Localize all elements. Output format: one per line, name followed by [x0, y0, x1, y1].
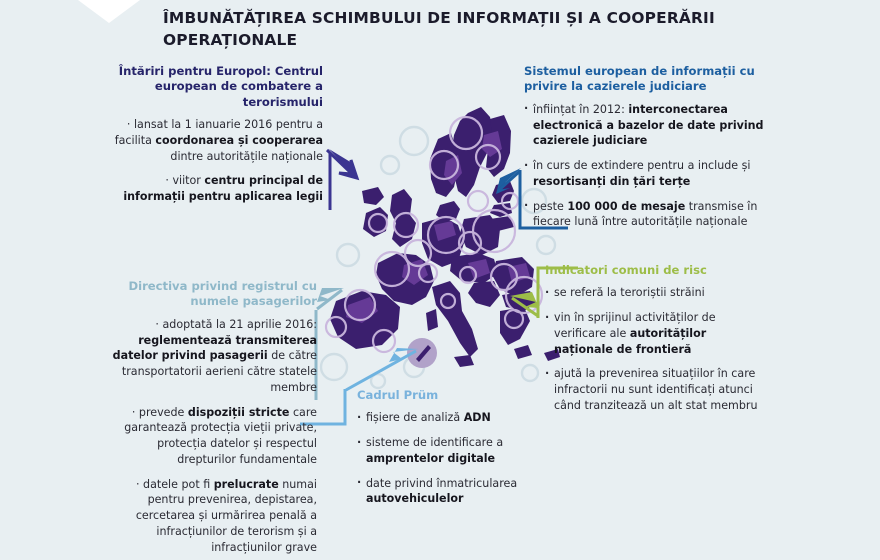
- block-europol-list: [108, 117, 323, 205]
- emphasis-text: ADN: [463, 411, 491, 425]
- body-text: dintre autoritățile naționale: [170, 149, 323, 163]
- block-prum-list: [357, 410, 542, 507]
- body-text: · datele pot fi: [135, 477, 214, 491]
- block-risc-heading: Indicatori comuni de risc: [545, 263, 707, 277]
- list-item: [104, 405, 317, 468]
- body-text: care garantează protecția vieții private, protecția datelor și respectul drepturilor fundamentale: [124, 405, 317, 466]
- list-item: [545, 366, 767, 413]
- emphasis-text: 100 000 de mesaje: [567, 199, 686, 213]
- map-malta-marker: [407, 338, 437, 368]
- list-item: [104, 317, 317, 396]
- list-item: [357, 435, 542, 467]
- block-pnr: [104, 279, 317, 555]
- list-item: [545, 285, 767, 301]
- emphasis-text: reglementează transmiterea datelor privind pasagerii: [112, 333, 317, 363]
- body-text: vin în sprijinul activităților de verificare ale: [554, 311, 716, 340]
- emphasis-text: autovehiculelor: [366, 492, 464, 506]
- block-prum-heading: Cadrul Prüm: [357, 388, 439, 402]
- emphasis-text: dispoziții stricte: [187, 405, 290, 419]
- body-text: transmise în fiecare lună între autoritățile naționale: [533, 199, 758, 229]
- block-ecris: [524, 64, 764, 230]
- body-text: numai pentru prevenirea, depistarea, cercetarea și urmărirea penală a infracțiunilor de terorism și a infracțiunilor grave: [135, 477, 317, 554]
- body-text: de către transportatorii aerieni către statele membre: [121, 349, 317, 394]
- body-text: · lansat la 1 ianuarie 2016 pentru a facilita: [114, 118, 323, 147]
- block-ecris-list: [524, 102, 764, 230]
- body-text: · adoptată la 21 aprilie 2016:: [155, 317, 317, 331]
- emphasis-text: prelucrate: [213, 477, 279, 491]
- top-notch-decoration: [78, 0, 140, 23]
- body-text: sisteme de identificare a: [366, 436, 504, 450]
- list-item: [524, 102, 764, 149]
- body-text: ajută la prevenirea situațiilor în care infractorii nu sunt identificați atunci când tranzitează un alt stat membru: [554, 367, 758, 412]
- emphasis-text: centru principal de informații pentru aplicarea legii: [123, 174, 323, 204]
- body-text: peste: [533, 199, 568, 213]
- emphasis-text: coordonarea și cooperarea: [155, 133, 323, 147]
- body-text: · prevede: [131, 405, 188, 419]
- page-title: ÎMBUNĂTĂȚIREA SCHIMBULUI DE INFORMAȚII ȘI A COOPERĂRII OPERAȚIONALE: [163, 9, 715, 49]
- block-pnr-heading: Directiva privind registrul cu numele pasagerilor: [128, 279, 317, 309]
- list-item: [357, 410, 542, 426]
- emphasis-text: autorităților naționale de frontieră: [554, 326, 707, 356]
- body-text: se referă la teroriștii străini: [554, 286, 705, 300]
- list-item: [524, 158, 764, 190]
- body-text: fișiere de analiză: [366, 411, 464, 425]
- list-item: [108, 117, 323, 164]
- block-europol-heading: Întăriri pentru Europol: Centrul european de combatere a terorismului: [118, 64, 323, 109]
- body-text: · viitor: [165, 174, 205, 188]
- block-prum: [357, 388, 542, 507]
- body-text: date privind înmatricularea: [366, 476, 518, 490]
- list-item: [108, 173, 323, 205]
- emphasis-text: interconectarea electronică a bazelor de date privind cazierele judiciare: [533, 102, 764, 148]
- list-item: [545, 310, 767, 357]
- block-risc-list: [545, 285, 767, 413]
- emphasis-text: resortisanți din țări terțe: [533, 174, 691, 188]
- block-risc: [545, 263, 767, 414]
- block-ecris-heading: Sistemul european de informații cu privire la cazierele judiciare: [524, 64, 755, 94]
- body-text: în curs de extindere pentru a include și: [533, 159, 751, 173]
- list-item: [357, 476, 542, 508]
- body-text: înființat în 2012:: [533, 102, 629, 116]
- block-pnr-list: [104, 317, 317, 556]
- block-europol: [108, 64, 323, 205]
- list-item: [104, 477, 317, 556]
- list-item: [524, 199, 764, 231]
- emphasis-text: amprentelor digitale: [366, 451, 496, 465]
